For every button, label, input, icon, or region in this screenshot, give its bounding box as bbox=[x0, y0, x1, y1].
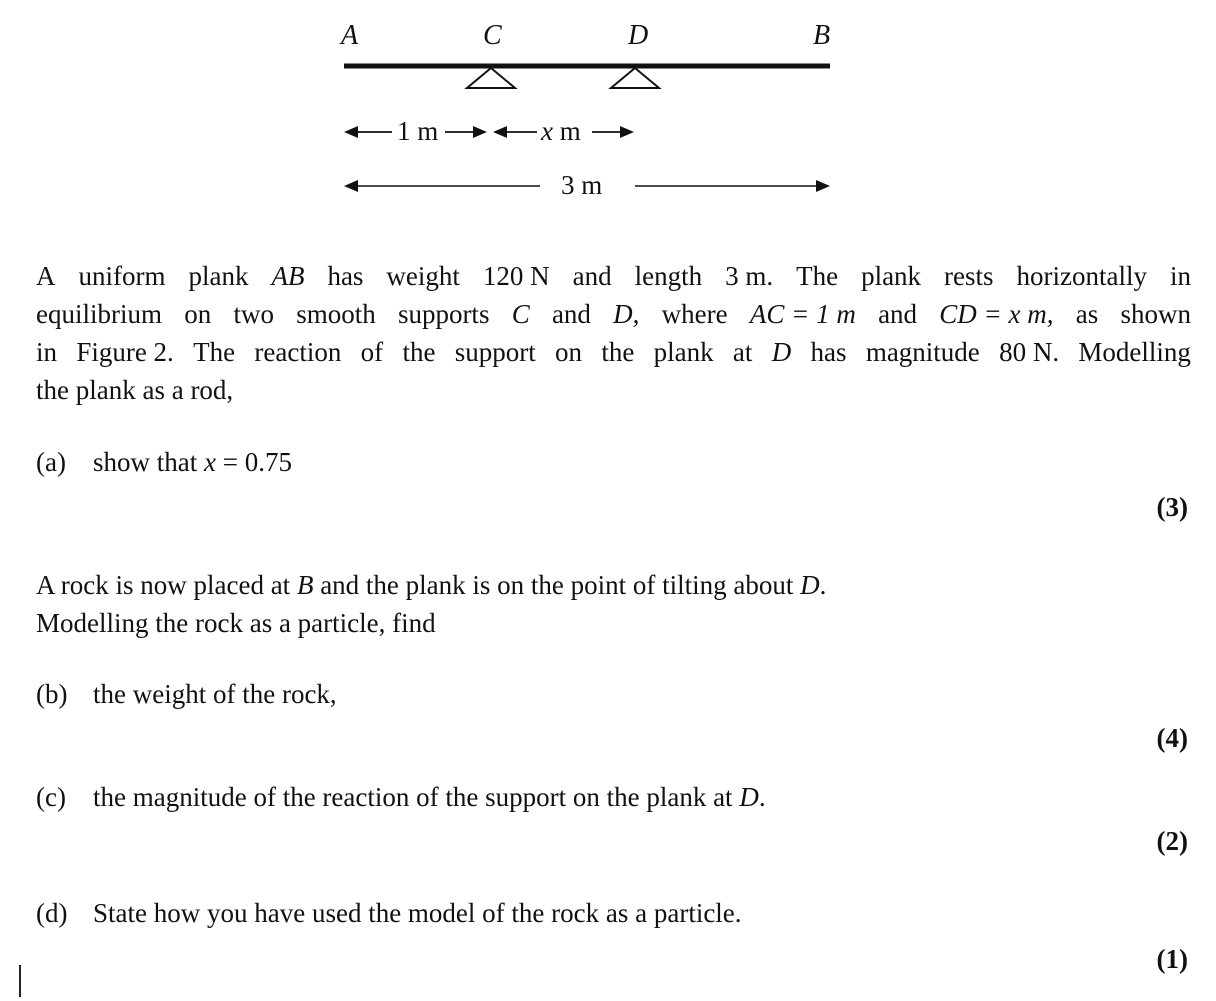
part-c bbox=[36, 782, 766, 813]
figure-reference: Figure 2. bbox=[76, 337, 174, 367]
word: smooth bbox=[296, 299, 376, 329]
margin-rule bbox=[19, 965, 21, 997]
word: the bbox=[601, 337, 635, 367]
intro-line-2 bbox=[36, 295, 1191, 333]
rock-paragraph-line-1 bbox=[36, 566, 826, 604]
word: plank bbox=[188, 261, 249, 291]
part-b-text: the weight of the rock, bbox=[93, 679, 337, 709]
word: plank bbox=[653, 337, 714, 367]
word: of bbox=[360, 337, 384, 367]
word: and bbox=[551, 299, 591, 329]
dimension-cd-variable: x bbox=[541, 116, 553, 146]
reaction-value: 80 N. bbox=[999, 337, 1060, 367]
word: The bbox=[796, 261, 839, 291]
word: on bbox=[555, 337, 583, 367]
word: length bbox=[634, 261, 703, 291]
word: as bbox=[1075, 299, 1099, 329]
part-a-text-pre: show that bbox=[93, 447, 204, 477]
part-a-text-post: = 0.75 bbox=[215, 447, 292, 477]
label-d: D bbox=[628, 20, 649, 51]
word: support bbox=[454, 337, 536, 367]
part-d-text: State how you have used the model of the rock as a particle. bbox=[93, 898, 742, 928]
rock-text: . bbox=[819, 570, 827, 600]
word: has bbox=[810, 337, 847, 367]
intro-line-4-text: the plank as a rod, bbox=[36, 375, 234, 405]
part-d-tag: (d) bbox=[36, 898, 68, 928]
word: at bbox=[732, 337, 753, 367]
part-a-tag: (a) bbox=[36, 447, 66, 477]
word: in bbox=[36, 337, 58, 367]
word: and bbox=[572, 261, 612, 291]
word: equilibrium bbox=[36, 299, 162, 329]
word: shown bbox=[1120, 299, 1191, 329]
word: rests bbox=[944, 261, 994, 291]
part-c-text-pre: the magnitude of the reaction of the support on the plank at bbox=[93, 782, 740, 812]
weight-value: 120 N bbox=[482, 261, 550, 291]
dimension-ab-label: 3 m bbox=[561, 170, 603, 200]
rock-text: A rock is now placed at bbox=[36, 570, 297, 600]
label-c: C bbox=[483, 20, 502, 51]
part-c-text-post: . bbox=[758, 782, 766, 812]
math-d: D bbox=[800, 570, 820, 600]
intro-line-4 bbox=[36, 371, 1191, 409]
rock-paragraph bbox=[36, 566, 826, 642]
part-a-variable: x bbox=[204, 447, 216, 477]
part-b bbox=[36, 679, 337, 710]
math-cd-equation: CD = x m, bbox=[939, 299, 1054, 329]
word: on bbox=[184, 299, 212, 329]
word: the bbox=[402, 337, 436, 367]
math-b: B bbox=[296, 570, 314, 600]
intro-line-3 bbox=[36, 333, 1191, 371]
word: two bbox=[233, 299, 274, 329]
part-c-marks: (2) bbox=[1156, 826, 1188, 856]
part-a-marks: (3) bbox=[1156, 492, 1188, 522]
math-c: C bbox=[511, 299, 530, 329]
word: supports bbox=[397, 299, 490, 329]
label-a: A bbox=[341, 20, 359, 51]
math-ac-equation: AC = 1 m bbox=[749, 299, 856, 329]
part-c-variable: D bbox=[739, 782, 759, 812]
word: Modelling bbox=[1078, 337, 1191, 367]
word: magnitude bbox=[865, 337, 980, 367]
label-b: B bbox=[813, 20, 831, 51]
dimension-cd-label bbox=[541, 116, 581, 147]
rock-text: and the plank is on the point of tilting about bbox=[313, 570, 801, 600]
part-a bbox=[36, 447, 292, 478]
word: and bbox=[878, 299, 918, 329]
part-d-marks: (1) bbox=[1156, 944, 1188, 974]
word: plank bbox=[861, 261, 922, 291]
word: reaction bbox=[254, 337, 342, 367]
math-d: D bbox=[771, 337, 792, 367]
support-c bbox=[467, 68, 515, 88]
question-intro bbox=[36, 257, 1191, 409]
word: weight bbox=[386, 261, 460, 291]
support-d bbox=[611, 68, 659, 88]
dimension-ac-label: 1 m bbox=[397, 116, 439, 146]
part-c-tag: (c) bbox=[36, 782, 66, 812]
part-b-marks: (4) bbox=[1156, 723, 1188, 753]
part-d bbox=[36, 898, 742, 929]
rock-paragraph-line-2: Modelling the rock as a particle, find bbox=[36, 608, 436, 638]
word: The bbox=[193, 337, 236, 367]
word: has bbox=[327, 261, 364, 291]
word: uniform bbox=[78, 261, 166, 291]
length-value: 3 m. bbox=[725, 261, 774, 291]
part-b-tag: (b) bbox=[36, 679, 68, 709]
word: horizontally bbox=[1016, 261, 1147, 291]
word: A bbox=[36, 261, 56, 291]
math-d: D, bbox=[613, 299, 640, 329]
intro-line-1 bbox=[36, 257, 1191, 295]
math-ab: AB bbox=[271, 261, 305, 291]
word: where bbox=[661, 299, 728, 329]
dimension-cd-unit: m bbox=[552, 116, 581, 146]
word: in bbox=[1169, 261, 1191, 291]
